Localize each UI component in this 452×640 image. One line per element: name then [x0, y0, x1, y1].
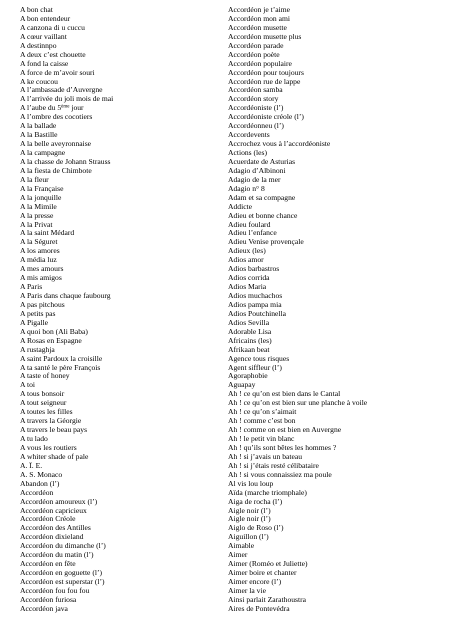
- list-item: Adorable Lisa: [228, 327, 272, 336]
- list-item: A bon chat: [20, 6, 53, 14]
- list-item: Aimable: [228, 542, 255, 551]
- list-item: Accordéon je t’aime: [228, 6, 290, 14]
- list-item: Accordéon samba: [228, 86, 283, 95]
- list-item: Accordéon capricieux: [20, 506, 87, 515]
- list-item: Actions (les): [228, 149, 268, 157]
- list-item: Adieu Venise provençale: [228, 238, 304, 247]
- list-item: Accordéon en goguette (l’): [20, 569, 103, 578]
- list-item: Aimer encore (l’): [228, 578, 282, 586]
- list-item: Ah ! qu’ils sont bêtes les hommes ?: [228, 443, 337, 452]
- list-item: A Paris: [20, 283, 43, 292]
- list-item: Aiga de rocha (l’): [228, 497, 283, 506]
- list-item: Accordéoniste (l’): [228, 104, 284, 113]
- list-item: Accordéon du dimanche (l’): [20, 542, 106, 551]
- list-item: Aimer la vie: [228, 586, 266, 595]
- list-item: Ah ! ce qu’on s’aimait: [228, 408, 297, 417]
- list-item: Africains (les): [228, 336, 272, 345]
- list-item: Afrikaan beat: [228, 345, 270, 354]
- list-item: Aiglo de Roso (l’): [228, 524, 284, 533]
- list-item: A la Bastille: [20, 131, 58, 140]
- list-item: A l’arrivée du joli mois de mai: [20, 95, 114, 104]
- list-item: A l’ambassade d’Auvergne: [20, 86, 103, 95]
- list-item: A la Française: [20, 184, 64, 193]
- list-item: A mes amours: [20, 265, 64, 274]
- list-item: A saint Pardoux la croisille: [20, 354, 103, 363]
- list-item: A la chasse de Johann Strauss: [20, 157, 111, 166]
- list-item: Ah ! si j’avais un bateau: [228, 452, 303, 461]
- list-item: Ah ! si j’étais resté célibataire: [228, 461, 319, 470]
- list-item: A pas pitchous: [20, 300, 65, 309]
- list-item: Accordéon amoureux (l’): [20, 497, 98, 506]
- list-item: Ah ! comme on est bien en Auvergne: [228, 426, 342, 435]
- list-item: A Pigalle: [20, 318, 49, 327]
- list-item: Agence tous risques: [228, 354, 290, 363]
- list-item: Aigle noir (l’): [228, 506, 271, 515]
- list-item: Agoraphobie: [228, 372, 268, 381]
- list-item: A tu lado: [20, 435, 48, 443]
- list-item: Ah ! ce qu’on est bien dans le Cantal: [228, 390, 341, 399]
- list-item: Accordéon mon ami: [228, 14, 290, 23]
- list-item: Accordéon Créole: [20, 515, 76, 524]
- list-item: Accordéon pour toujours: [228, 68, 304, 77]
- list-item-text: jour: [69, 104, 84, 113]
- list-item: Adios Poutchinella: [228, 309, 287, 318]
- list-item: Aimer (Roméo et Juliette): [228, 560, 308, 569]
- list-item: A la Privat: [20, 220, 53, 229]
- list-item: A travers le beau pays: [20, 426, 88, 435]
- list-item: A deux c’est chouette: [20, 50, 86, 59]
- list-item: Aigle noir (l’): [228, 515, 271, 524]
- list-item: Adios Maria: [228, 283, 267, 292]
- list-item: A ta santé le père François: [20, 363, 101, 372]
- list-item: A ke coucou: [20, 77, 58, 86]
- list-item: A travers la Géorgie: [20, 417, 82, 426]
- list-item: A bon entendeur: [20, 14, 71, 23]
- list-item: Accordéoniste créole (l’): [228, 113, 304, 122]
- list-item: A la campagne: [20, 149, 66, 157]
- list-item: A la presse: [20, 211, 54, 220]
- list-item: Ah ! si vous connaissiez ma poule: [228, 470, 332, 479]
- left-title-column: [20, 6, 220, 614]
- list-item: [20, 104, 220, 113]
- list-item: A Rosas en Espagne: [20, 336, 82, 345]
- list-item: Accordéon fou fou fou: [20, 586, 90, 595]
- list-item: A taste of honey: [20, 372, 70, 381]
- list-item: Adios barbastros: [228, 265, 280, 274]
- list-item: Adam et sa compagne: [228, 193, 296, 202]
- list-item: A toi: [20, 381, 35, 390]
- list-item: Accordéon du matin (l’): [20, 551, 94, 560]
- list-item: Accordéon dixieland: [20, 533, 84, 542]
- list-item: Adagio n° 8: [228, 184, 265, 193]
- list-item: Adios pampa mia: [228, 300, 282, 309]
- list-item: Aires de Pontevédra: [228, 604, 290, 613]
- list-item: A cœur vaillant: [20, 32, 67, 41]
- list-item: Accordéon est superstar (l’): [20, 578, 105, 586]
- list-item: Al vis lou loup: [228, 479, 274, 488]
- list-item: Accordéon musette plus: [228, 32, 302, 41]
- list-item: Accordéon rue de lappe: [228, 77, 301, 86]
- list-item: A canzona di u cuccu: [20, 23, 85, 32]
- list-item: Aïda (marche triomphale): [228, 488, 307, 497]
- list-item: Adagio de la mer: [228, 175, 281, 184]
- list-item: A toutes les filles: [20, 408, 73, 417]
- list-item: Aiguillon (l’): [228, 533, 269, 542]
- list-item: A. S. Monaco: [20, 470, 63, 479]
- list-item: Ah ! le petit vin blanc: [228, 435, 295, 443]
- list-item: A whiter shade of pale: [20, 452, 89, 461]
- list-item-superscript: ème: [61, 104, 70, 110]
- list-item: Adios amor: [228, 256, 264, 265]
- list-item: A vous les routiers: [20, 443, 77, 452]
- list-item: A fond la caisse: [20, 59, 69, 68]
- list-item: Aguapay: [228, 381, 256, 390]
- list-item: Aimer: [228, 551, 248, 560]
- list-item: Ah ! ce qu’on est bien sur une planche à voile: [228, 399, 368, 408]
- list-item: A la ballade: [20, 122, 57, 131]
- list-item: A rustaghja: [20, 345, 55, 354]
- list-item: A los amores: [20, 247, 60, 256]
- list-item: A destinnpo: [20, 41, 57, 50]
- list-item: Accordéon poète: [228, 50, 280, 59]
- list-item: Accordéon parade: [228, 41, 284, 50]
- list-item: A quoi bon (Ali Baba): [20, 327, 88, 336]
- list-item: Accordevents: [228, 131, 270, 140]
- list-item: Accordéon des Antilles: [20, 524, 91, 533]
- list-item: Ainsi parlait Zarathoustra: [228, 595, 307, 604]
- list-item: A Paris dans chaque faubourg: [20, 292, 111, 300]
- list-item-text: A l’aube du 5: [20, 104, 62, 113]
- list-item: Accordéon story: [228, 95, 279, 104]
- list-item: Adagio d’Albinoni: [228, 166, 286, 175]
- list-item: Accordéon en fête: [20, 560, 76, 569]
- list-item: Adios corrida: [228, 274, 270, 283]
- list-item: A force de m’avoir souri: [20, 68, 95, 77]
- list-item: Ah ! comme c’est bon: [228, 417, 296, 426]
- list-item: A. Ï. E.: [20, 461, 43, 470]
- list-item: A la Mimile: [20, 202, 57, 211]
- list-item: A la saint Médard: [20, 229, 75, 238]
- list-item: A tout seigneur: [20, 399, 67, 408]
- list-item: A la fiesta de Chimbote: [20, 166, 92, 175]
- list-item: Adieux (les): [228, 247, 266, 256]
- list-item: Adieu et bonne chance: [228, 211, 298, 220]
- list-item: A la belle aveyronnaise: [20, 140, 92, 149]
- list-item: A média luz: [20, 256, 57, 265]
- list-item: Abandon (l’): [20, 479, 60, 488]
- list-item: A mis amigos: [20, 274, 62, 283]
- list-item: Aimer boire et chanter: [228, 569, 297, 578]
- list-item: A petits pas: [20, 309, 56, 318]
- list-item: Accordéon furiosa: [20, 595, 77, 604]
- list-item: Agent siffleur (l’): [228, 363, 282, 372]
- list-item: A l’ombre des cocotiers: [20, 113, 93, 122]
- list-item: Adios Sevilla: [228, 318, 270, 327]
- list-item: A la jonquille: [20, 193, 62, 202]
- list-item: A tous bonsoir: [20, 390, 65, 399]
- list-item: Accordéon musette: [228, 23, 287, 32]
- list-item: Accordéon populaire: [228, 59, 292, 68]
- list-item: Accordéonneu (l’): [228, 122, 284, 131]
- list-item: Addicte: [228, 202, 253, 211]
- list-item: Adieu foulard: [228, 220, 271, 229]
- list-item: Acuerdate de Asturias: [228, 157, 296, 166]
- list-item: Adieu l’enfance: [228, 229, 277, 238]
- list-item: Accrochez vous à l’accordéoniste: [228, 140, 331, 149]
- right-title-column: [228, 6, 450, 614]
- list-item: Adios muchachos: [228, 292, 283, 300]
- list-item: A la fleur: [20, 175, 49, 184]
- list-item: A la Séguret: [20, 238, 58, 247]
- list-item: Accordéon: [20, 488, 54, 497]
- list-item: Accordéon java: [20, 604, 68, 613]
